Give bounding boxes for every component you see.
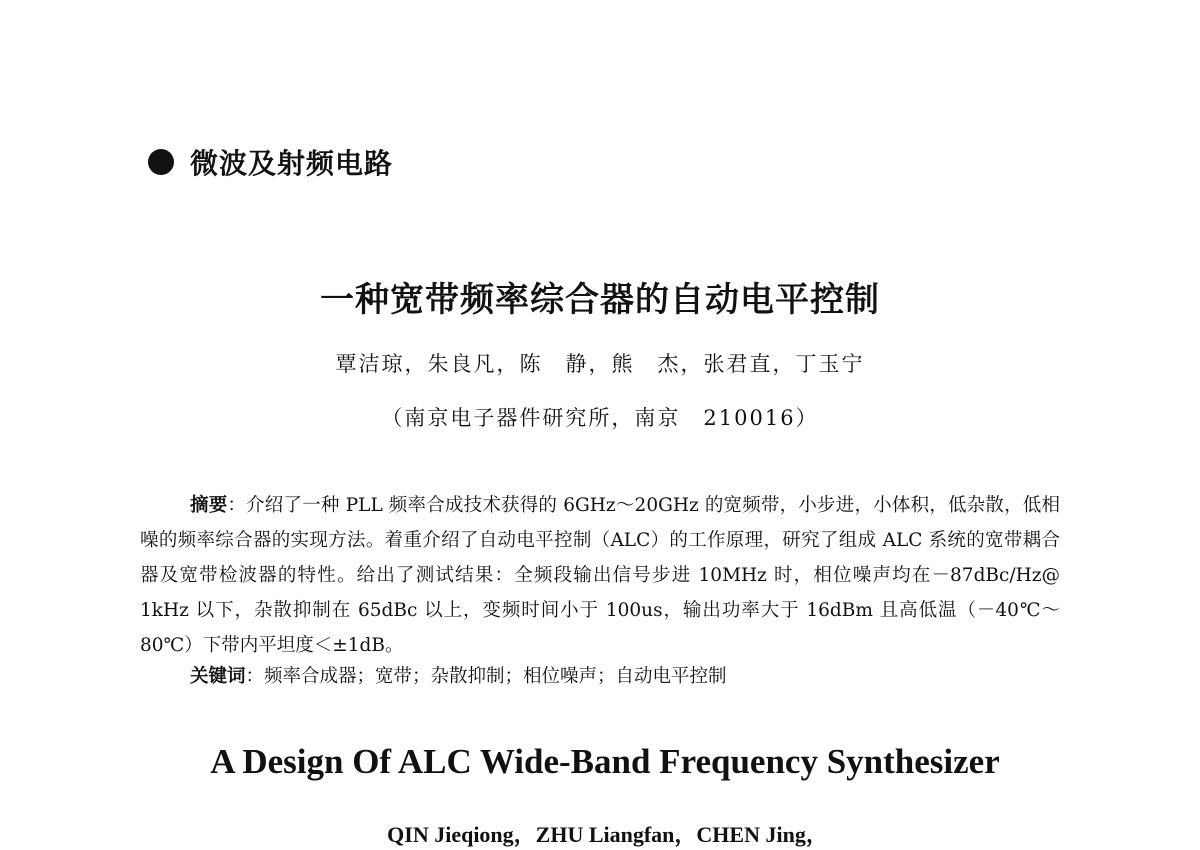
keywords [190,659,1060,694]
abstract-text: ：介绍了一种 PLL 频率合成技术获得的 6GHz～20GHz 的宽频带，小步进，小体积，低杂散，低相噪的频率综合器的实现方法。着重介绍了自动电平控制（ALC）的工作原理，研究了组成 ALC 系统的宽带耦合器及宽带检波器的特性。给出了测试结果：全频段输出信号步进 10MHz 时，相位噪声均在－87dBc/Hz@ 1kHz 以下，杂散抑制在 65dBc 以上，变频时间小于 100us，输出功率大于 16dBm 且高低温（－40℃～80℃）下带内平坦度＜±1dB。 [140,495,1060,656]
authors-cn: 覃洁琼，朱良凡，陈 静，熊 杰，张君直，丁玉宁 [335,352,865,376]
affiliation-cn: （南京电子器件研究所，南京 210016） [381,406,819,430]
bullet-dot-icon [148,149,174,175]
keywords-text: ：频率合成器；宽带；杂散抑制；相位噪声；自动电平控制 [245,666,727,687]
paper-title-en: A Design Of ALC Wide-Band Frequency Synthesizer [210,742,1000,781]
paper-title-cn: 一种宽带频率综合器的自动电平控制 [320,280,880,320]
abstract-label: 摘要 [190,495,228,516]
keywords-label: 关键词 [190,666,246,687]
authors-en: QIN Jieqiong，ZHU Liangfan，CHEN Jing， [387,822,828,847]
section-title: 微波及射频电路 [190,147,394,180]
section-header [148,142,393,182]
abstract [140,488,1060,663]
